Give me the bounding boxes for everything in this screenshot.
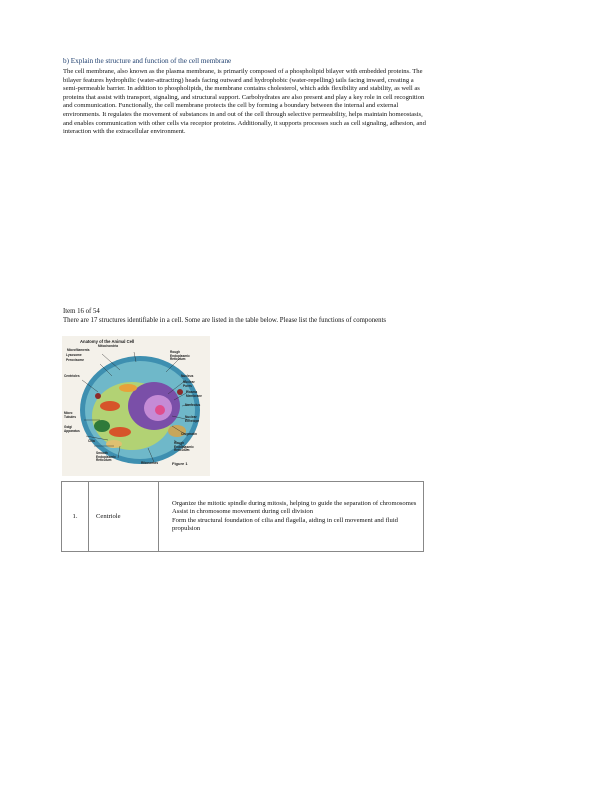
function-cell (159, 482, 424, 552)
question-text: There are 17 structures identifiable in a cell. Some are listed in the table below. Please list the functions of components (63, 317, 387, 324)
figure-label: Figure 1 (172, 461, 188, 466)
label-mitochondria: Mitochondria (98, 344, 119, 348)
label-chromatin: Chromatin (181, 432, 197, 436)
label-microtubules: Micro Tubules (64, 411, 76, 419)
answer-text (63, 68, 429, 137)
function-line: Assist in chromosome movement during cell division (172, 508, 314, 516)
label-nucleus: Nucleus (181, 374, 194, 378)
item-counter: Item 16 of 54 (63, 308, 100, 315)
row-number: 1. (62, 482, 89, 552)
label-lysosome: Lysosome (66, 353, 82, 357)
function-line: Form the structural foundation of cilia and flagella, aiding in cell movement and fluid propulsion (172, 516, 398, 532)
structure-name: Centriole (89, 482, 159, 552)
label-ribosomes: Ribosomes (141, 461, 159, 465)
label-microfilaments: Microfilaments (67, 348, 90, 352)
label-nuclear-envelope: Nuclear Envelope (185, 415, 200, 423)
answer-paragraph-structure: The cell membrane, also known as the plasma membrane, is primarily composed of a phospholipid bilayer with embedded proteins. The bilayer features hydrophilic (water-attracting) heads facing outward and hydrophobic (water-repelling) tails facing inward, creating a semi-permeable barrier. In addition to phospholipids, the membrane contains cholesterol, which adds flexibility and stability, as well as proteins that assist with transport, signaling, and structural support. Carbohydrates are also present and play a key role in cell recognition and communication. (63, 68, 425, 110)
label-cilia: Cilia (88, 439, 95, 443)
label-peroxisome: Peroxisome (66, 358, 85, 362)
label-smooth-er: Smooth Endoplasmic Reticulum (96, 451, 116, 463)
answer-paragraph-function: Functionally, the cell membrane protects the cell by forming a boundary between the internal and external environments. It regulates the movement of substances in and out of the cell through selective permeability, helps maintain homeostasis, and enables communication with other cells via receptor proteins. Additionally, it supports processes such as cell signaling, adhesion, and interaction with the extracellular environment. (63, 102, 426, 136)
components-table (61, 481, 424, 552)
label-nucleolus: Nucleolus (185, 403, 201, 407)
section-heading: b) Explain the structure and function of the cell membrane (63, 57, 232, 65)
label-nuclear-pores: Nuclear Pores (183, 380, 195, 388)
label-centrioles: Centrioles (64, 374, 80, 378)
label-rough-er-2: Rough Endoplasmic Reticulum (174, 441, 194, 453)
label-rough-er: Rough Endoplasmic Reticulum (170, 350, 190, 362)
label-plasma-membrane: Plasma Membrane (186, 390, 202, 398)
function-line: Organize the mitotic spindle during mitosis, helping to guide the separation of chromosomes (172, 499, 417, 507)
label-golgi: Golgi Apparatus (64, 425, 80, 433)
table-row (62, 482, 424, 552)
diagram-title: Anatomy of the Animal Cell (80, 339, 135, 344)
